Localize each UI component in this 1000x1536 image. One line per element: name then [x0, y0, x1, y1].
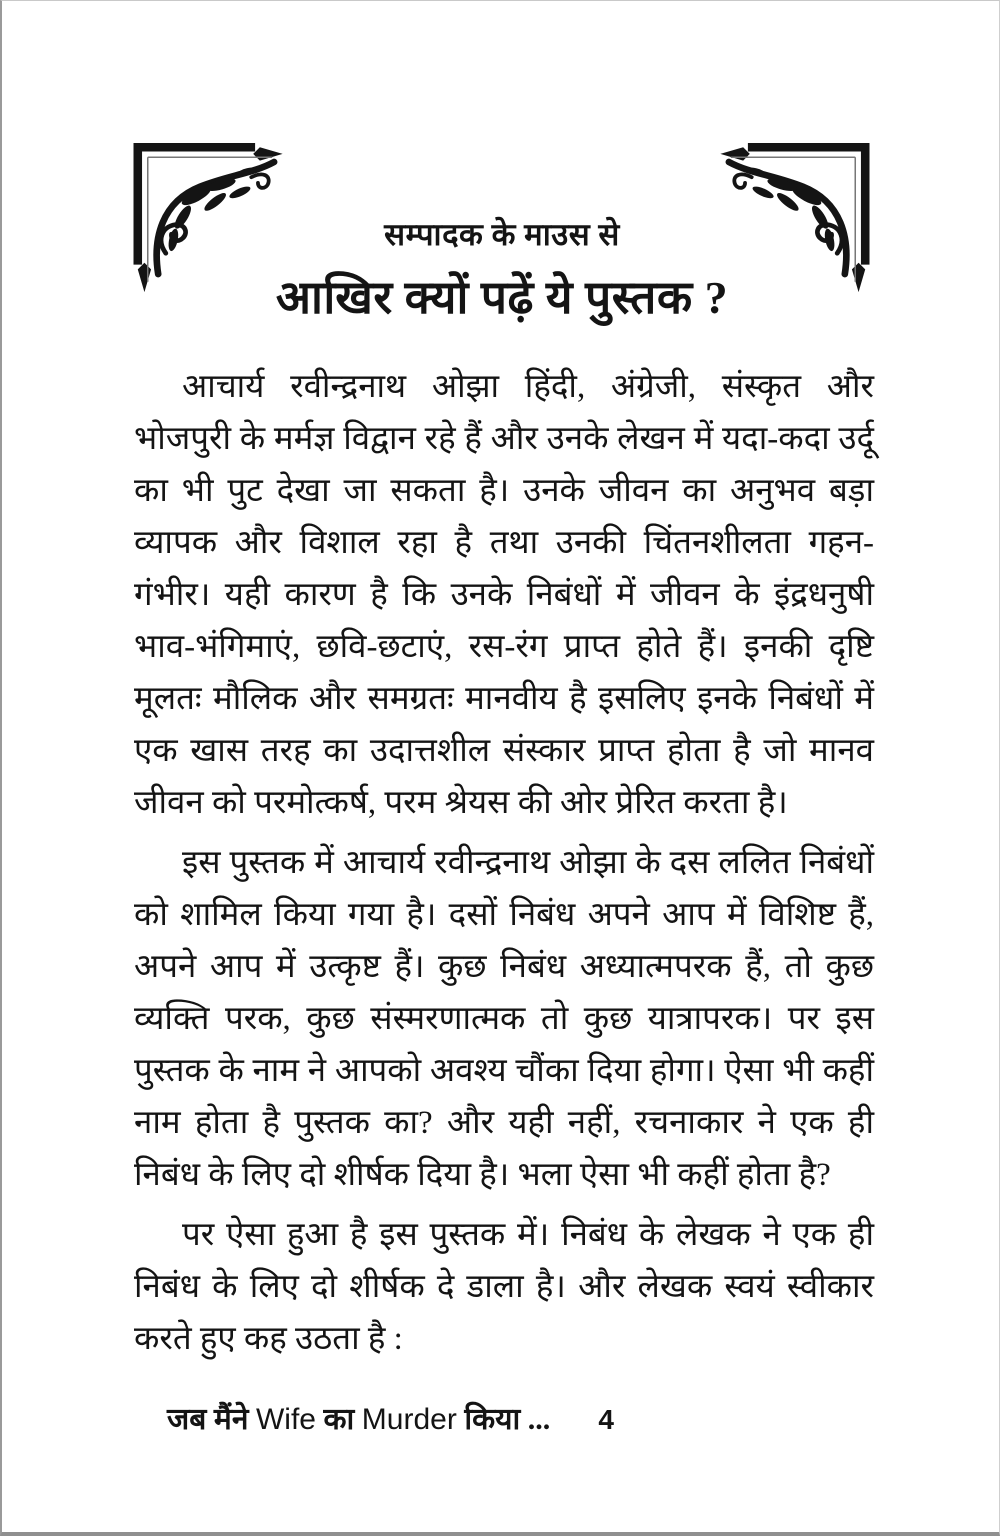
page-title: आखिर क्यों पढ़ें ये पुस्तक ?: [275, 272, 729, 323]
running-title-part: Murder: [361, 1403, 457, 1436]
running-title-part: किया ...: [456, 1403, 551, 1436]
running-title-part: जब मैंने: [167, 1403, 256, 1436]
paragraph-1: आचार्य रवीन्द्रनाथ ओझा हिंदी, अंग्रेजी, संस्कृत और भोजपुरी के मर्मज्ञ विद्वान रहे हैं और उनके लेखन में यदा-कदा उर्दू का भी पुट देखा जा सकता है। उनके जीवन का अनुभव बड़ा व्यापक और विशाल रहा है तथा उनकी चिंतनशीलता गहन-गंभीर। यही कारण है कि उनके निबंधों में जीवन के इंद्रधनुषी भाव-भंगिमाएं, छवि-छटाएं, रस-रंग प्राप्त होते हैं। इनकी दृष्टि मूलतः मौलिक और समग्रतः मानवीय है इसलिए इनके निबंधों में एक खास तरह का उदात्तशील संस्कार प्राप्त होता है जो मानव जीवन को परमोत्कर्ष, परम श्रेयस की ओर प्रेरित करता है।: [134, 369, 874, 821]
running-title-part: Wife: [255, 1403, 316, 1436]
section-kicker: सम्पादक के माउस से: [384, 217, 620, 252]
paragraph-2: इस पुस्तक में आचार्य रवीन्द्रनाथ ओझा के दस ललित निबंधों को शामिल किया गया है। दसों निबंध अपने आप में विशिष्ट हैं, अपने आप में उत्कृष्ट हैं। कुछ निबंध अध्यात्मपरक हैं, तो कुछ व्यक्ति परक, कुछ संस्मरणात्मक तो कुछ यात्रापरक। पर इस पुस्तक के नाम ने आपको अवश्य चौंका दिया होगा। ऐसा भी कहीं नाम होता है पुस्तक का? और यही नहीं, रचनाकार ने एक ही निबंध के लिए दो शीर्षक दिया है। भला ऐसा भी कहीं होता है?: [134, 845, 874, 1193]
running-title-part: का: [315, 1403, 362, 1436]
page-footer: [137, 1363, 877, 1472]
page-number: 4: [598, 1404, 614, 1435]
body-text: [134, 361, 874, 1373]
paragraph-3: पर ऐसा हुआ है इस पुस्तक में। निबंध के लेखक ने एक ही निबंध के लिए दो शीर्षक दे डाला है। और लेखक स्वयं स्वीकार करते हुए कह उठता है :: [134, 1217, 874, 1357]
page-header: [132, 213, 872, 327]
